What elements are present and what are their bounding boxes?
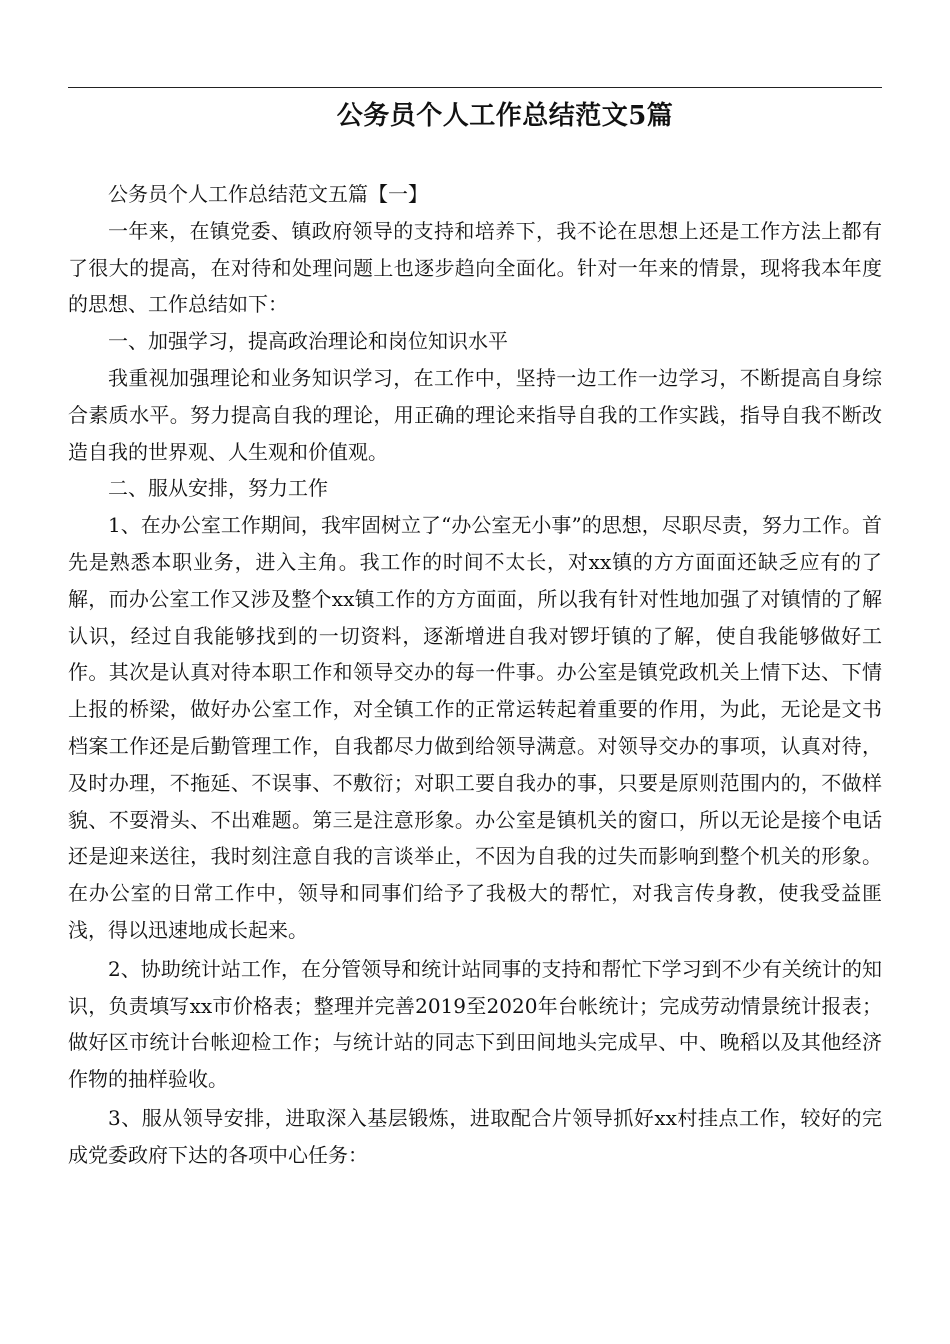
- section-heading: 一、加强学习，提高政治理论和岗位知识水平: [108, 329, 508, 354]
- paragraph: 一年来，在镇党委、镇政府领导的支持和培养下，我不论在思想上还是工作方法上都有了很大的提高，在对待和处理问题上也逐步趋向全面化。针对一年来的情景，现将我本年度的思想、工作总结如下：: [68, 218, 882, 317]
- section-heading: 二、服从安排，努力工作: [108, 476, 328, 501]
- section-heading: 公务员个人工作总结范文五篇【一】: [108, 182, 428, 206]
- document-title: 公务员个人工作总结范文5篇: [336, 101, 674, 131]
- paragraph: 1、在办公室工作期间，我牢固树立了“办公室无小事”的思想，尽职尽责，努力工作。首先是熟悉本职业务，进入主角。我工作的时间不太长，对xx镇的方方面面还缺乏应有的了解，而办公室工作又涉及整个xx镇工作的方方面面，所以我有针对性地加强了对镇情的了解认识，经过自我能够找到的一切资料，逐渐增进自我对锣圩镇的了解，使自我能够做好工作。其次是认真对待本职工作和领导交办的每一件事。办公室是镇党政机关上情下达、下情上报的桥梁，做好办公室工作，对全镇工作的正常运转起着重要的作用，为此，无论是文书档案工作还是后勤管理工作，自我都尽力做到给领导满意。对领导交办的事项，认真对待，及时办理，不拖延、不误事、不敷衍；对职工要自我办的事，只要是原则范围内的，不做样貌、不耍滑头、不出难题。第三是注意形象。办公室是镇机关的窗口，所以无论是接个电话还是迎来送往，我时刻注意自我的言谈举止，不因为自我的过失而影响到整个机关的形象。在办公室的日常工作中，领导和同事们给予了我极大的帮忙，对我言传身教，使我受益匪浅，得以迅速地成长起来。: [68, 513, 882, 942]
- paragraph: 3、服从领导安排，进取深入基层锻炼，进取配合片领导抓好xx村挂点工作，较好的完成党委政府下达的各项中心任务：: [68, 1105, 882, 1167]
- document-body: [68, 176, 882, 1174]
- header-rule: [68, 87, 882, 88]
- paragraph: 2、协助统计站工作，在分管领导和统计站同事的支持和帮忙下学习到不少有关统计的知识，负责填写xx市价格表；整理并完善2019至2020年台帐统计；完成劳动情景统计报表；做好区市统计台帐迎检工作；与统计站的同志下到田间地头完成早、中、晚稻以及其他经济作物的抽样验收。: [68, 956, 882, 1092]
- paragraph: 我重视加强理论和业务知识学习，在工作中，坚持一边工作一边学习，不断提高自身综合素质水平。努力提高自我的理论，用正确的理论来指导自我的工作实践，指导自我不断改造自我的世界观、人生观和价值观。: [68, 365, 882, 464]
